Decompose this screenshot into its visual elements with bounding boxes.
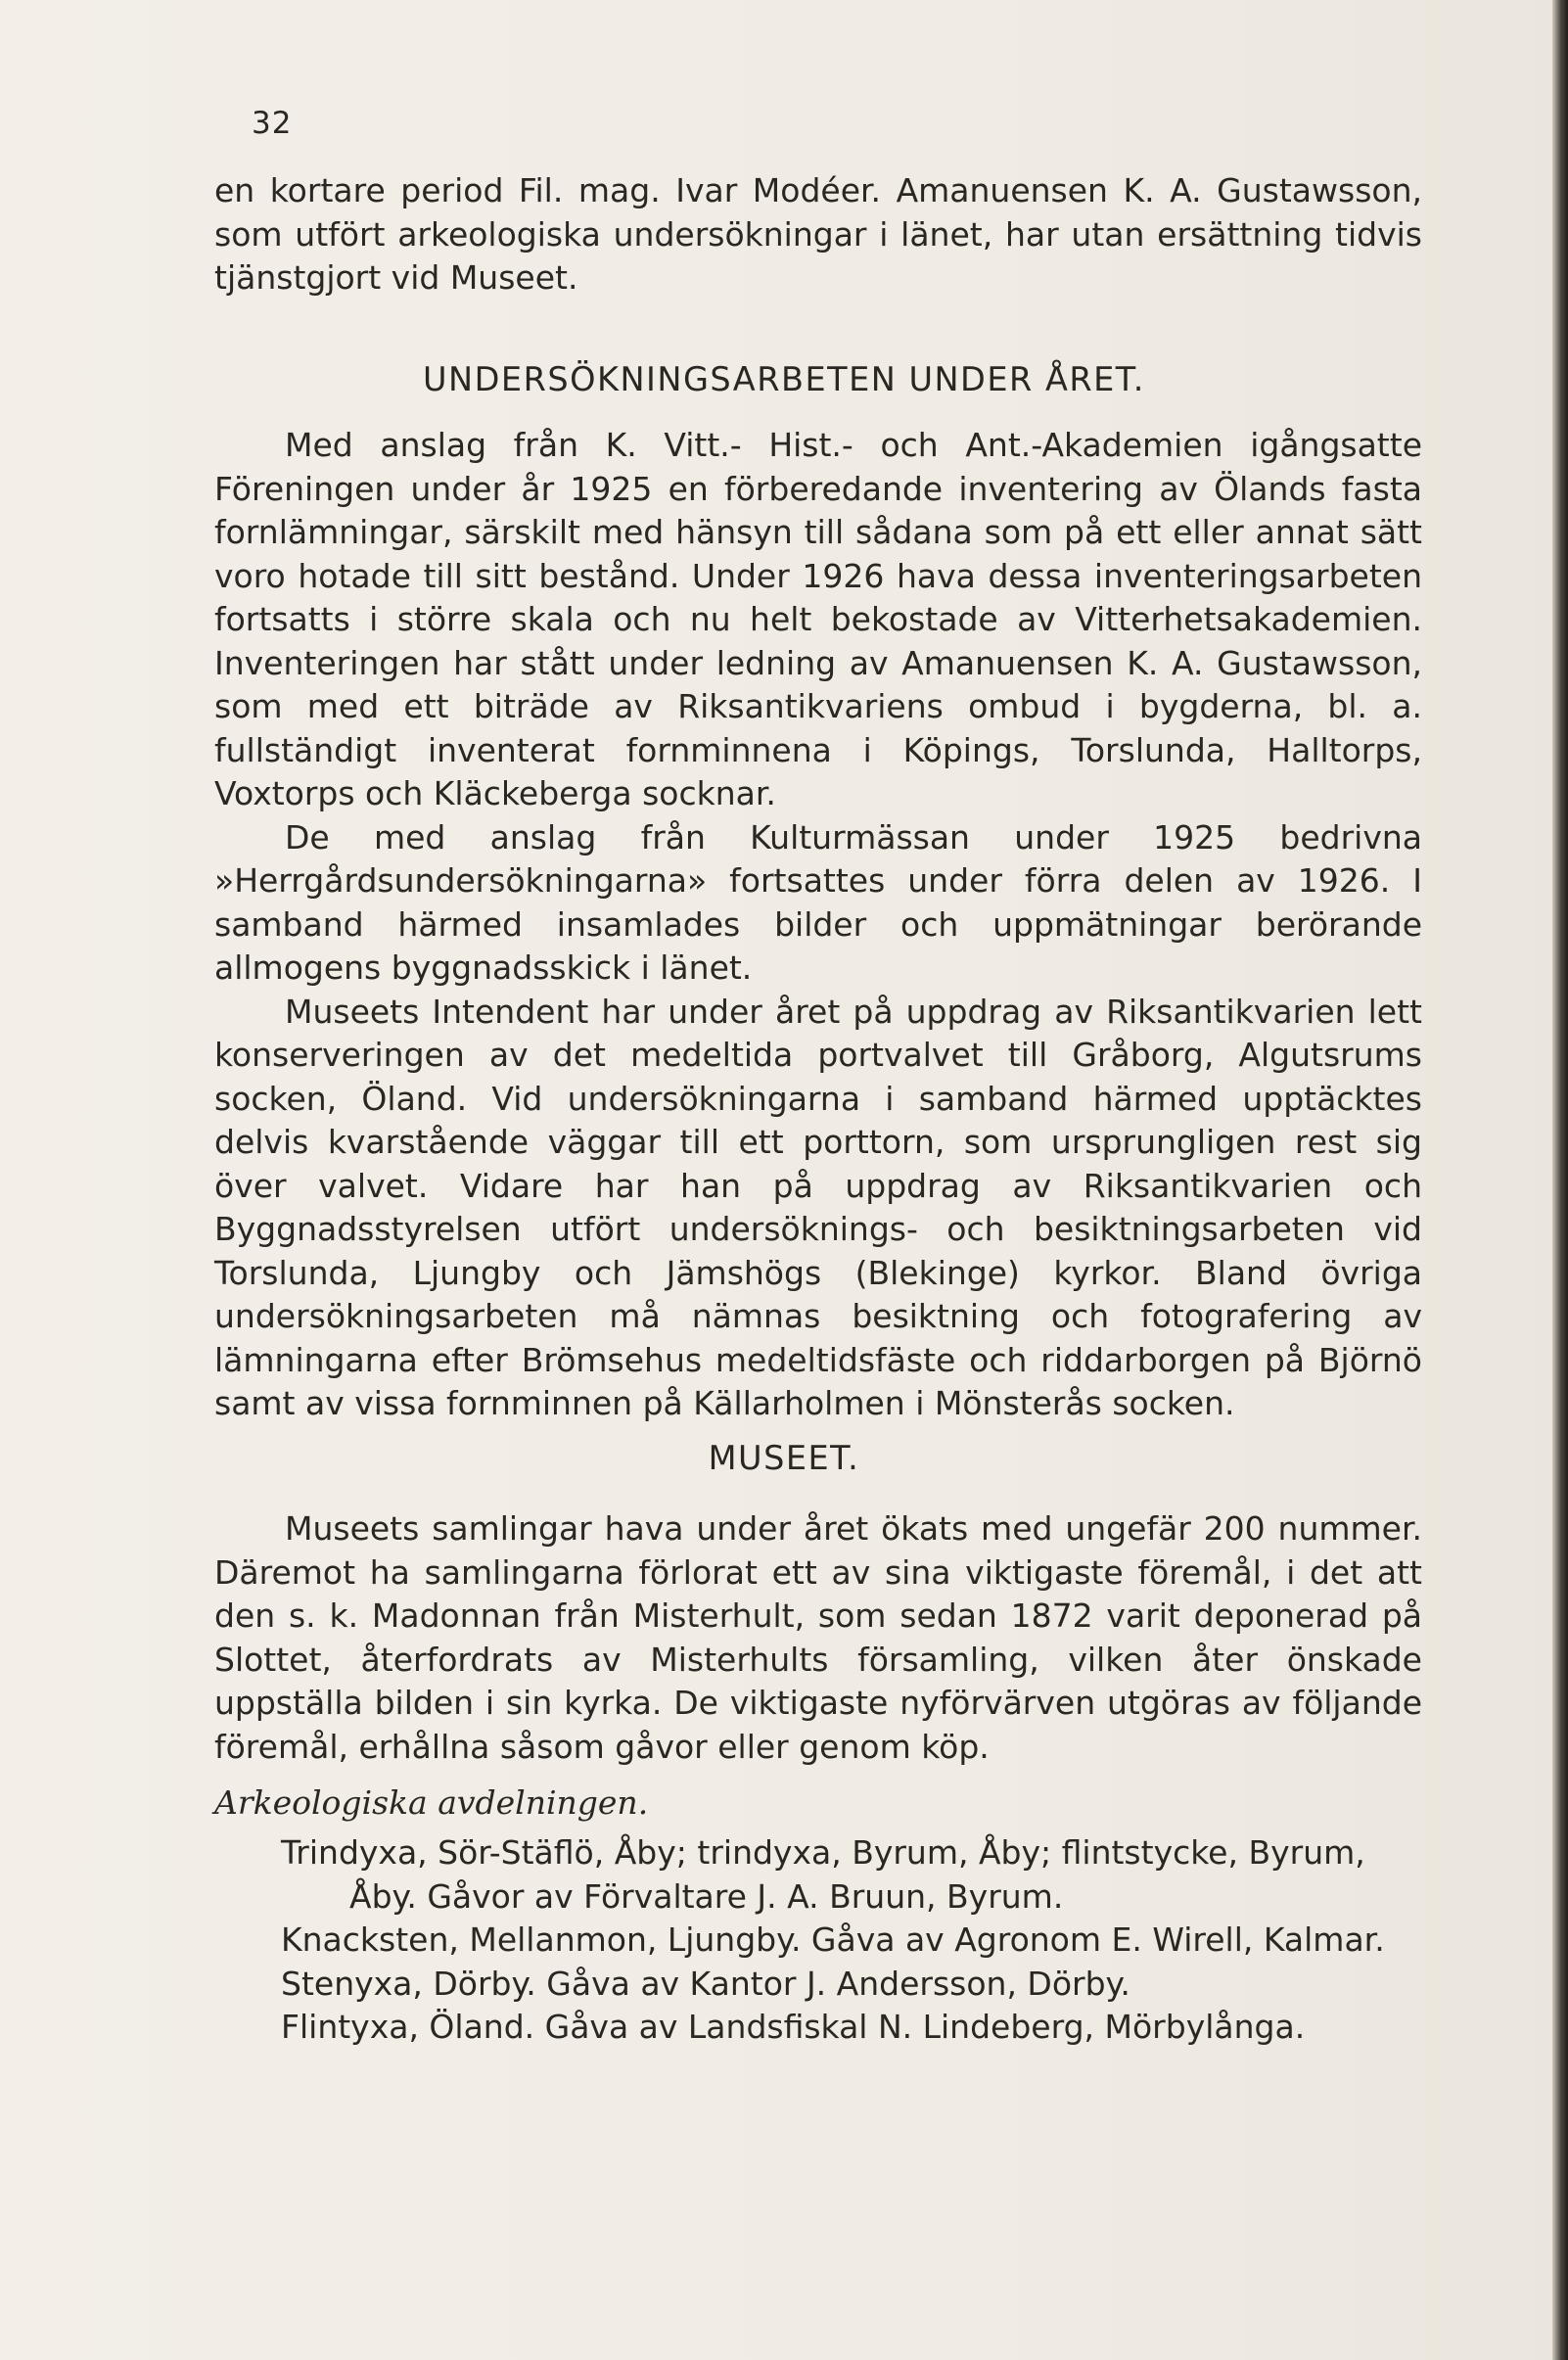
paragraph: Museets samlingar hava under året ökats med ungefär 200 nummer. Däremot ha samlingarna förlorat ett av sina viktigaste föremål, i det att den s. k. Madonnan från Misterhult, som sedan 1872 varit deponerad på Slottet, återfordrats av Misterhults församling, vilken åter önskade uppställa bilden i sin kyrka. De viktigaste nyförvärven utgöras av följande föremål, erhållna såsom gåvor eller genom köp. [214,1509,1422,1766]
investigations-body [214,424,1422,1426]
paragraph: Med anslag från K. Vitt.- Hist.- och Ant.-Akademien igångsatte Föreningen under år 1925 en förberedande inventering av Ölands fasta fornlämningar, särskilt med hänsyn till sådana som på ett eller annat sätt voro hotade till sitt bestånd. Under 1926 hava dessa inventeringsarbeten fortsatts i större skala och nu helt bekostade av Vitterhetsakademien. Inventeringen har stått under ledning av Amanuensen K. A. Gustawsson, som med ett biträde av Riksantikvariens ombud i bygderna, bl. a. fullständigt inventerat fornminnena i Köpings, Torslunda, Halltorps, Voxtorps och Kläckeberga socknar. [214,426,1422,812]
section-heading-investigations: UNDERSÖKNINGSARBETEN UNDER ÅRET. [423,360,1145,398]
intro-paragraph-text: en kortare period Fil. mag. Ivar Modéer. Amanuensen K. A. Gustawsson, som utfört arkeologiska undersökningar i länet, har utan ersättning tidvis tjänstgjort vid Museet. [214,171,1422,297]
intro-paragraph [214,169,1422,301]
list-item: Trindyxa, Sör-Stäflö, Åby; trindyxa, Byrum, Åby; flintstycke, Byrum, Åby. Gåvor av Förvaltare J. A. Bruun, Byrum. [281,1833,1365,1916]
museum-body [214,1507,1422,1769]
section-heading-museum: MUSEET. [708,1439,860,1477]
list-item: Stenyxa, Dörby. Gåva av Kantor J. Andersson, Dörby. [281,1964,1130,2003]
subheading-archaeology: Arkeologiska avdelningen. [214,1783,649,1822]
paragraph: Museets Intendent har under året på uppdrag av Riksantikvarien lett konserveringen av det medeltida portvalvet till Gråborg, Algutsrums socken, Öland. Vid undersökningarna i samband härmed upptäcktes delvis kvarstående väggar till ett porttorn, som ursprungligen rest sig över valvet. Vidare har han på uppdrag av Riksantikvarien och Byggnadsstyrelsen utfört undersöknings- och besiktningsarbeten vid Torslunda, Ljungby och Jämshögs (Blekinge) kyrkor. Bland övriga undersökningsarbeten må nämnas besiktning och fotografering av lämningarna efter Brömsehus medeltidsfäste och riddarborgen på Björnö samt av vissa fornminnen på Källarholmen i Mönsterås socken. [214,992,1422,1422]
list-item: Knacksten, Mellanmon, Ljungby. Gåva av Agronom E. Wirell, Kalmar. [281,1920,1385,1959]
paragraph: De med anslag från Kulturmässan under 1925 bedrivna »Herrgårdsundersökningarna» fortsattes under förra delen av 1926. I samband härmed insamlades bilder och uppmätningar berörande allmogens byggnadsskick i länet. [214,817,1422,987]
acquisitions-list [281,1831,1422,2050]
page-number: 32 [252,106,293,141]
book-spine-shadow [1552,0,1568,2360]
list-item: Flintyxa, Öland. Gåva av Landsfiskal N. Lindeberg, Mörbylånga. [281,2008,1306,2046]
